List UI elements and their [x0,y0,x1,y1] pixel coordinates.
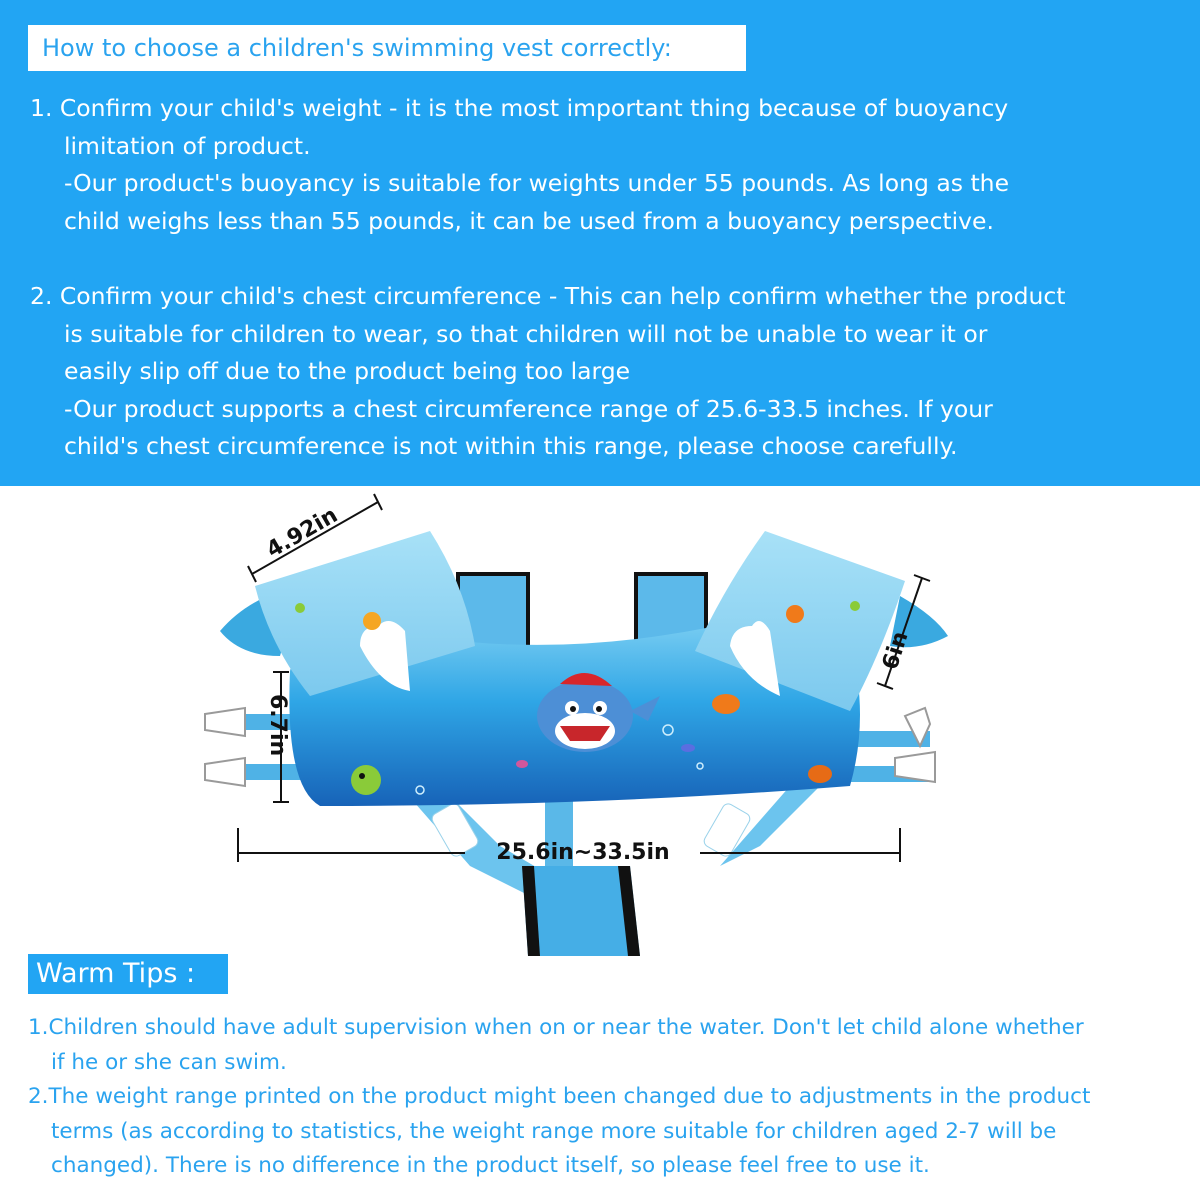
tip-line: terms (as according to statistics, the weight range more suitable for children aged 2-7 will be [51,1118,1057,1144]
info-panel [0,0,1200,486]
right-buckles [850,708,935,782]
tip-line: 2.The weight range printed on the product might been changed due to adjustments in the product [28,1084,1091,1109]
section-line: is suitable for children to wear, so that children will not be unable to wear it or [64,319,988,348]
vest-illustration [0,486,1200,956]
warm-tips-list [28,1011,1178,1184]
chest-range-label: 25.6in~33.5in [496,840,670,865]
body-height-label: 6.7in [265,694,290,757]
section-line: limitation of product. [64,131,311,160]
section-line: -Our product supports a chest circumference range of 25.6-33.5 inches. If your [64,394,993,423]
section-line: 2. Confirm your child's chest circumference - This can help confirm whether the product [30,282,1066,310]
warm-tips-title: Warm Tips : [28,954,228,994]
page-title: How to choose a children's swimming vest correctly: [28,25,746,71]
section-line: child weighs less than 55 pounds, it can be used from a buoyancy perspective. [64,206,994,235]
tip-line: 1.Children should have adult supervision when on or near the water. Don't let child alone whether [28,1015,1084,1040]
section-line: easily slip off due to the product being too large [64,357,631,385]
tip-line: if he or she can swim. [51,1049,287,1075]
vest-diagram [0,486,1200,956]
section-line: -Our product's buoyancy is suitable for weights under 55 pounds. As long as the [64,169,1010,197]
arm-width-label: 4.92in [262,502,343,564]
crotch-strap [400,786,820,956]
section-line: child's chest circumference is not within this range, please choose carefully. [64,432,958,460]
chest-section [30,278,1180,466]
weight-section [30,90,1180,240]
arm-height-label: 6in [877,628,914,673]
tip-line: changed). There is no difference in the product itself, so please feel free to use it. [51,1153,930,1178]
section-line: 1. Confirm your child's weight - it is the most important thing because of buoyancy [30,94,1009,122]
